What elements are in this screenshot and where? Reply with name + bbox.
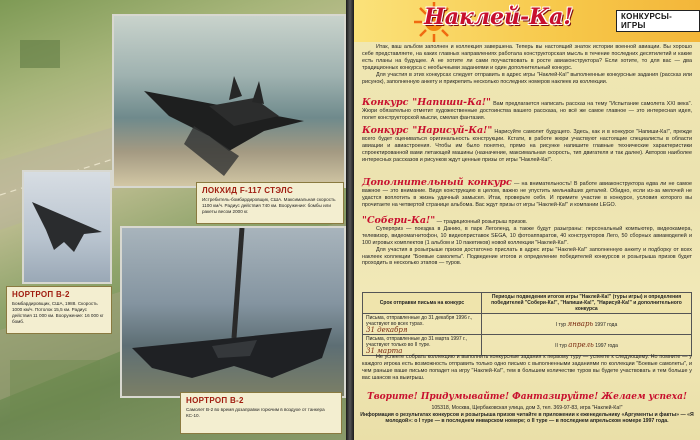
contest-draw-title: Конкурс "Нарисуй-Ка!" [362, 125, 493, 136]
schedule-col1-header: Срок отправки письма на конкурс [363, 293, 482, 314]
intro-paragraph: Итак, ваш альбом заполнен и коллекция завершена. Теперь вы настоящий знаток истории военной авиации. Вы хорошо себе представляете, на каких главных направлениях работала конструкторская мысль в течение последних десятилетий и какие есть планы на будущее. А не хотите ли сами поучаствовать в росте авиаконструктора? Если хотите, то для вас — два традиционных конкурса с необычными заданиями и один дополнительный конкурс. [362, 44, 692, 71]
contest-extra-text: — на внимательность! В работе авиаконструктора едва ли не самое важное — это внимание. Видя конструкцию в целом, важно не упустить мельчайших деталей. Обидно, если из-за мелочей не удастся воплотить в жизнь удачный замысел. Итак, проверьте себя. И примите участие в конкурсе, условия которого вы прочитаете на четвертой странице альбома. Вас ждут призы от игры "Наклей-Ка!" и компании LEGO. [362, 181, 692, 208]
b2-aircraft-icon [24, 172, 110, 282]
b2-top-caption-text: Бомбардировщик, США, 1988. Скорость 1000 км/ч. Потолок 15,5 км. Радиус действия 11 000 км. Вооружение: 16 000 кг бомб. [12, 301, 104, 324]
contest-extra [362, 177, 692, 209]
postal-address: 105318, Москва, Щербаковская улица, дом 3, тел. 369-97-83, игра "Наклей-Ка!" [431, 405, 623, 411]
schedule-row1-text: Письма, отправленные до 31 декабря 1996 г., участвуют во всех турах. [366, 315, 473, 327]
schedule-col2-header: Периоды подведения итогов игры "Наклей-Ка!" (туры игры) и определения победителей "Собери-Ка!", "Напиши-Ка!", "Нарисуй-Ка!" и дополнительного конкурса [482, 293, 692, 314]
schedule-row1-date: 31 декабря [366, 326, 408, 334]
b2-top-caption [6, 286, 112, 334]
schedule-table [362, 292, 692, 356]
results-note: Информация о результатах конкурсов и розыгрыша призов читайте в приложении к еженедельнику «Аргументы и факты» — «Я молодой»: о I туре — в последнем январском номере; о II туре — в последнем апрельском номере 1997 года. [360, 411, 694, 425]
schedule-row1-year: 1997 года [594, 321, 618, 328]
schedule-row [363, 335, 692, 356]
schedule-row1-deadline [363, 314, 482, 335]
contest-draw-text: Нарисуйте самолет будущего. Здесь, как и в конкурсе "Напиши-Ка!", прежде всего будет оцениваться оригинальность конструкции. Кстати, в работе жюри участвуют настоящие специалисты в области авиации и авиастроения. Чтобы им было понятно, прямо на рисунке напишите главные технические характеристики спроектированной вами летающей машины (назначение, максимальная скорость, тип двигателя и так далее). Авторов наиболее интересных рассказов и рисунков ждут ценные призы от игры "Наклей-Ка!". [362, 129, 692, 163]
footer-info [360, 405, 694, 425]
nakley-ka-logo: Наклей-Ка! [424, 4, 574, 30]
schedule-row1-period [482, 314, 692, 335]
intro-paragraph-2: Для участия в этих конкурсах следует отправить в адрес игры "Наклей-Ка!" выполненные конкурсные задания (рассказ или рисунок), заполненную анкету и прикрепить несколько последних номеров наклеек из коллекции. [362, 71, 692, 85]
schedule-row2-deadline [363, 335, 482, 356]
contest-extra-title: Дополнительный конкурс [362, 177, 512, 188]
f117-caption-title: ЛОКХИД F-117 СТЭЛС [202, 186, 294, 195]
lottery-rules: Для участия в розыгрыше призов достаточно прислать в адрес игры "Наклей-Ка!" заполненную анкету и подборку от всех наклеек коллекции "Боевые самолеты". Подведение итогов и определение победителей конкурсов и розыгрыша призов будет проходить в несколько этапов — туров. [362, 246, 692, 267]
contest-draw [362, 125, 692, 164]
schedule-row1-month: январь [567, 319, 594, 328]
lottery-block [362, 215, 692, 267]
b2-refuel-icon [122, 228, 344, 396]
b2-refuel-photo [120, 226, 346, 398]
f117-caption-text: Истребитель-бомбардировщик, США. Максимальная скорость 1100 км/ч. Радиус действия 740 км. Вооружение: бомбы или ракеты весом 2000 кг. [202, 197, 336, 214]
intro-text [362, 44, 692, 85]
f117-aircraft-icon [114, 16, 344, 186]
b2-bottom-caption-title: НОРТРОП В-2 [186, 396, 244, 405]
b2-bottom-caption-text: Самолет В-2 во время дозаправки горючим в воздухе от танкера КС-10. [186, 407, 325, 418]
schedule-row2-period [482, 335, 692, 356]
schedule-row2-tour: II тур [555, 342, 567, 349]
lottery-intro: — традиционный розыгрыш призов. [436, 219, 528, 225]
f117-caption [196, 182, 344, 224]
section-label: КОНКУРСЫ-ИГРЫ [616, 10, 700, 32]
contest-write-title: Конкурс "Напиши-Ка!" [362, 97, 492, 108]
contest-write-text: Вам предлагается написать рассказ на тему "Испытание самолета XXI века". Жюри обязательно отметит художественные достоинства вашего рассказа, но всё же самое главное — это интересная идея, полет конструкторской мысли, смелая фантазия. [362, 101, 693, 121]
f117-photo [112, 14, 346, 188]
spread-gutter [346, 0, 354, 440]
b2-bottom-caption [180, 392, 342, 434]
outro-paragraph: Не успеете собрать коллекцию и выполнить конкурсные задания к первому туру — успеете к следующему. Но помните — у каждого игрока есть возможность отправить только одно письмо с выполненными заданиями по коллекции "Боевые самолеты", и чем раньше ваше письмо попадет на игру "Наклей-Ка!", тем в большем количестве туров вы будете участвовать и тем больше у вас шансов на выигрыш. [362, 354, 692, 381]
lottery-title: "Собери-Ка!" [362, 215, 436, 226]
slogan: Творите! Придумывайте! Фантазируйте! Желаем успеха! [367, 392, 687, 402]
contest-write [362, 97, 693, 122]
schedule-row [363, 314, 692, 335]
schedule-row2-month: апрель [568, 340, 594, 349]
outro-text [362, 354, 692, 382]
schedule-row2-text: Письма, отправленные до 31 марта 1997 г., участвуют только во II туре. [366, 336, 468, 348]
lottery-prizes: Суперприз — поездка в Данию, в парк Леголенд, а также будут разыграны: персональный компьютер, видеокамера, телевизор, видеомагнитофон, 10 видеоприставок SEGA, 10 фотоаппаратов, 40 конструкторов Лего, 50 сборных авиамоделей и 100 игровых комплектов (1 альбом и 10 пакетиков) новой коллекции "Наклей-Ка!". [362, 225, 692, 246]
left-page [0, 0, 346, 440]
b2-flight-photo [22, 170, 112, 284]
schedule-row1-tour: I тур [555, 321, 567, 328]
right-page [354, 0, 700, 440]
schedule-row2-year: 1997 года [595, 342, 618, 349]
schedule-row2-date: 31 марта [366, 347, 403, 355]
b2-top-caption-title: НОРТРОП В-2 [12, 290, 70, 299]
schedule-header-row [363, 293, 692, 314]
